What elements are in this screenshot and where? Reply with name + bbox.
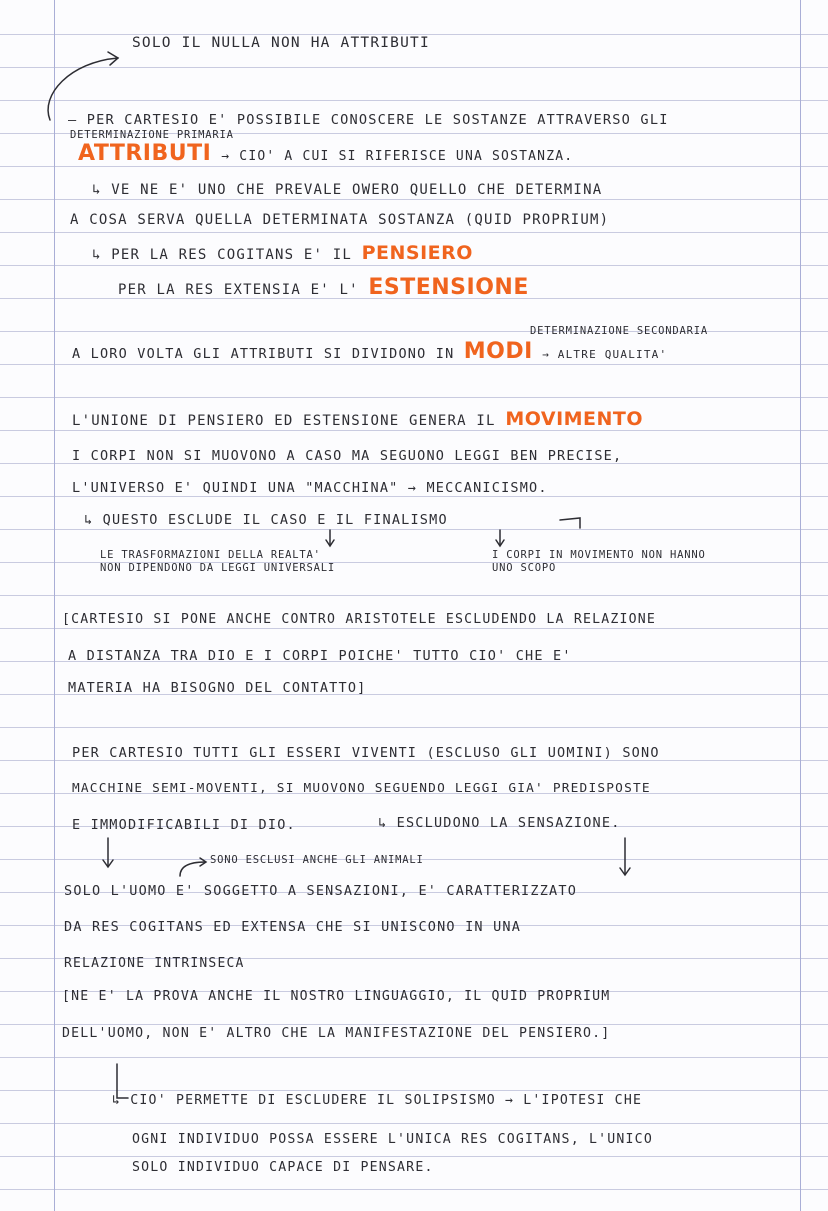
- note-annotation: DETERMINAZIONE PRIMARIA: [70, 129, 234, 141]
- note-line: ↳ ESCLUDONO LA SENSAZIONE.: [378, 815, 621, 831]
- note-line: MACCHINE SEMI-MOVENTI, SI MUOVONO SEGUENDO LEGGI GIA' PREDISPOSTE: [72, 781, 651, 796]
- note-line: [CARTESIO SI PONE ANCHE CONTRO ARISTOTELE ESCLUDENDO LA RELAZIONE: [62, 612, 657, 627]
- note-annotation: I CORPI IN MOVIMENTO NON HANNO: [492, 549, 706, 561]
- keyword-attributi: ATTRIBUTI: [78, 141, 212, 166]
- note-line: DA RES COGITANS ED EXTENSA CHE SI UNISCONO IN UNA: [64, 919, 522, 935]
- note-line: [NE E' LA PROVA ANCHE IL NOSTRO LINGUAGGIO, IL QUID PROPRIUM: [62, 989, 611, 1004]
- note-annotation: UNO SCOPO: [492, 562, 557, 574]
- note-line: MATERIA HA BISOGNO DEL CONTATTO]: [68, 680, 367, 696]
- note-line: – PER CARTESIO E' POSSIBILE CONOSCERE LE SOSTANZE ATTRAVERSO GLI: [68, 112, 669, 128]
- curved-arrow-icon: [180, 862, 205, 876]
- note-line: DELL'UOMO, NON E' ALTRO CHE LA MANIFESTAZIONE DEL PENSIERO.]: [62, 1026, 611, 1041]
- left-margin-line: [54, 0, 55, 1211]
- note-line: I CORPI NON SI MUOVONO A CASO MA SEGUONO LEGGI BEN PRECISE,: [72, 448, 623, 464]
- note-line: PER CARTESIO TUTTI GLI ESSERI VIVENTI (ESCLUSO GLI UOMINI) SONO: [72, 745, 660, 761]
- keyword-modi: MODI: [463, 339, 533, 364]
- note-line: → ALTRE QUALITA': [542, 348, 668, 361]
- note-line: PER LA RES EXTENSIA E' L': [118, 282, 359, 298]
- note-line: L'UNIVERSO E' QUINDI UNA "MACCHINA" → MECCANICISMO.: [72, 480, 548, 496]
- note-line: ↳ PER LA RES COGITANS E' IL: [92, 247, 352, 263]
- keyword-estensione: ESTENSIONE: [368, 275, 529, 300]
- note-line: SOLO IL NULLA NON HA ATTRIBUTI: [132, 35, 430, 51]
- note-annotation: SONO ESCLUSI ANCHE GLI ANIMALI: [210, 854, 424, 866]
- note-line: OGNI INDIVIDUO POSSA ESSERE L'UNICA RES COGITANS, L'UNICO: [132, 1132, 653, 1147]
- note-line: A DISTANZA TRA DIO E I CORPI POICHE' TUTTO CIO' CHE E': [68, 648, 572, 664]
- note-line: E IMMODIFICABILI DI DIO.: [72, 817, 296, 833]
- note-line: ↳ QUESTO ESCLUDE IL CASO E IL FINALISMO: [84, 512, 448, 528]
- curved-arrow-icon: [48, 58, 118, 120]
- note-line: ↳ CIO' PERMETTE DI ESCLUDERE IL SOLIPSISMO → L'IPOTESI CHE: [112, 1093, 643, 1108]
- note-annotation: DETERMINAZIONE SECONDARIA: [530, 325, 709, 337]
- note-line: L'UNIONE DI PENSIERO ED ESTENSIONE GENERA IL: [72, 413, 496, 429]
- note-annotation: NON DIPENDONO DA LEGGI UNIVERSALI: [100, 562, 336, 574]
- note-annotation: LE TRASFORMAZIONI DELLA REALTA': [100, 549, 321, 561]
- note-line: RELAZIONE INTRINSECA: [64, 956, 245, 971]
- note-line: A COSA SERVA QUELLA DETERMINATA SOSTANZA (QUID PROPRIUM): [70, 212, 610, 228]
- note-line: SOLO INDIVIDUO CAPACE DI PENSARE.: [132, 1160, 434, 1175]
- note-line: → CIO' A CUI SI RIFERISCE UNA SOSTANZA.: [221, 149, 574, 164]
- note-line: ↳ VE NE E' UNO CHE PREVALE OWERO QUELLO CHE DETERMINA: [92, 182, 603, 198]
- keyword-pensiero: PENSIERO: [361, 242, 473, 264]
- keyword-movimento: MOVIMENTO: [505, 408, 644, 430]
- right-margin-line: [800, 0, 801, 1211]
- note-line: A LORO VOLTA GLI ATTRIBUTI SI DIVIDONO IN: [72, 346, 455, 362]
- note-line: SOLO L'UOMO E' SOGGETTO A SENSAZIONI, E' CARATTERIZZATO: [64, 883, 578, 899]
- return-arrow-icon: [560, 518, 580, 528]
